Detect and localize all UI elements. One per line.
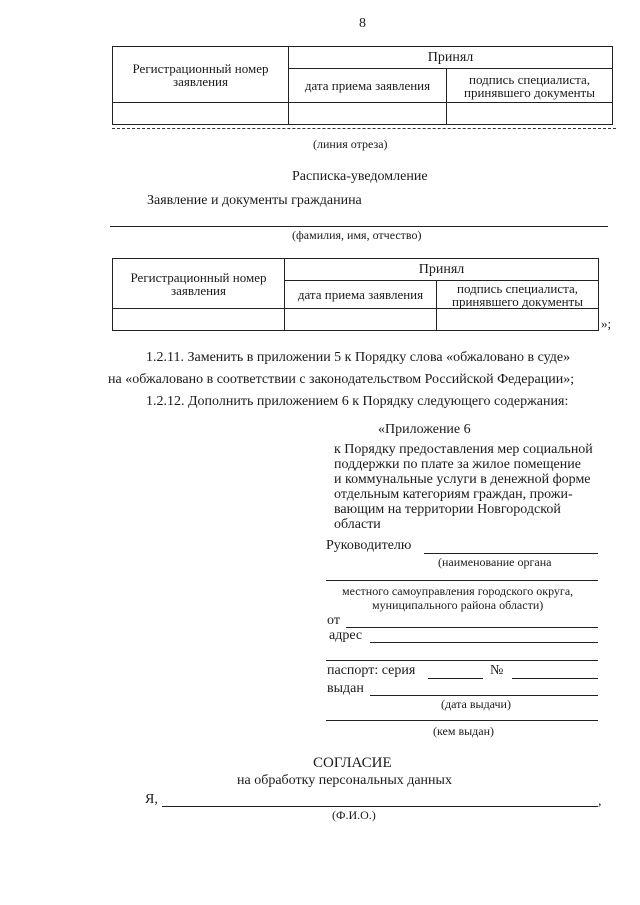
signature-cell xyxy=(447,103,613,125)
issued-line xyxy=(370,695,598,696)
signature-cell xyxy=(437,309,599,331)
paragraph-1-2-12: 1.2.12. Дополнить приложением 6 к Порядку следующего содержания: xyxy=(146,394,569,409)
from-label: от xyxy=(327,613,340,628)
signature-header: подпись специалиста, принявшего документы xyxy=(437,281,599,309)
reg-number-header: Регистрационный номер заявления xyxy=(113,259,285,309)
passport-series-label: паспорт: серия xyxy=(327,663,416,678)
fio-hint: (фамилия, имя, отчество) xyxy=(292,228,422,242)
passport-number-label: № xyxy=(490,663,504,678)
passport-number-line xyxy=(512,678,598,679)
registration-table-top xyxy=(112,46,613,125)
appendix-line: области xyxy=(334,517,381,532)
paragraph-1-2-11-line-2: на «обжаловано в соответствии с законодательством Российской Федерации»; xyxy=(108,372,575,387)
date-header: дата приема заявления xyxy=(285,281,437,309)
date-cell xyxy=(285,309,437,331)
issue-date-hint: (дата выдачи) xyxy=(441,697,511,711)
organ-hint-2: местного самоуправления городского округа, xyxy=(342,584,574,598)
from-line xyxy=(346,627,598,628)
signature-header: подпись специалиста, принявшего документы xyxy=(447,69,613,103)
organ-line xyxy=(326,580,598,581)
receipt-title: Расписка-уведомление xyxy=(292,169,428,184)
organ-hint-3: муниципального района области) xyxy=(372,598,544,612)
appendix-line: и коммунальные услуги в денежной форме xyxy=(334,472,591,487)
passport-series-line xyxy=(428,678,483,679)
consent-subtitle: на обработку персональных данных xyxy=(237,773,452,788)
address-label: адрес xyxy=(329,628,363,643)
issued-by-line xyxy=(326,720,598,721)
consent-comma: , xyxy=(598,794,602,809)
registration-table-receipt xyxy=(112,258,599,331)
receipt-text: Заявление и документы гражданина xyxy=(147,193,362,208)
table-closing-mark: »; xyxy=(601,316,612,331)
address-line-2 xyxy=(326,660,598,661)
reg-number-cell xyxy=(113,103,289,125)
consent-title: СОГЛАСИЕ xyxy=(313,755,392,771)
issued-by-hint: (кем выдан) xyxy=(433,724,495,738)
accepted-header: Принял xyxy=(289,47,613,69)
appendix-line: к Порядку предоставления мер социальной xyxy=(334,442,593,457)
date-header: дата приема заявления xyxy=(289,69,447,103)
address-line xyxy=(370,642,598,643)
consent-i: Я, xyxy=(145,792,158,807)
organ-hint: (наименование органа xyxy=(438,555,552,569)
reg-number-cell xyxy=(113,309,285,331)
head-label: Руководителю xyxy=(326,538,412,553)
appendix-line: поддержки по плате за жилое помещение xyxy=(334,457,581,472)
appendix-line: отдельным категориям граждан, прожи- xyxy=(334,487,573,502)
appendix-title: «Приложение 6 xyxy=(378,422,471,437)
head-line xyxy=(424,553,598,554)
consent-fio-line xyxy=(162,806,598,807)
paragraph-1-2-11-line-1: 1.2.11. Заменить в приложении 5 к Порядку слова «обжаловано в суде» xyxy=(146,350,571,365)
date-cell xyxy=(289,103,447,125)
accepted-header: Принял xyxy=(285,259,599,281)
cut-line-label: (линия отреза) xyxy=(313,137,388,151)
issued-label: выдан xyxy=(327,681,364,696)
fio-line xyxy=(110,226,608,227)
appendix-line: вающим на территории Новгородской xyxy=(334,502,561,517)
cut-line xyxy=(112,128,616,129)
consent-fio-hint: (Ф.И.О.) xyxy=(332,808,376,822)
page-number: 8 xyxy=(359,16,366,31)
reg-number-header: Регистрационный номер заявления xyxy=(113,47,289,103)
